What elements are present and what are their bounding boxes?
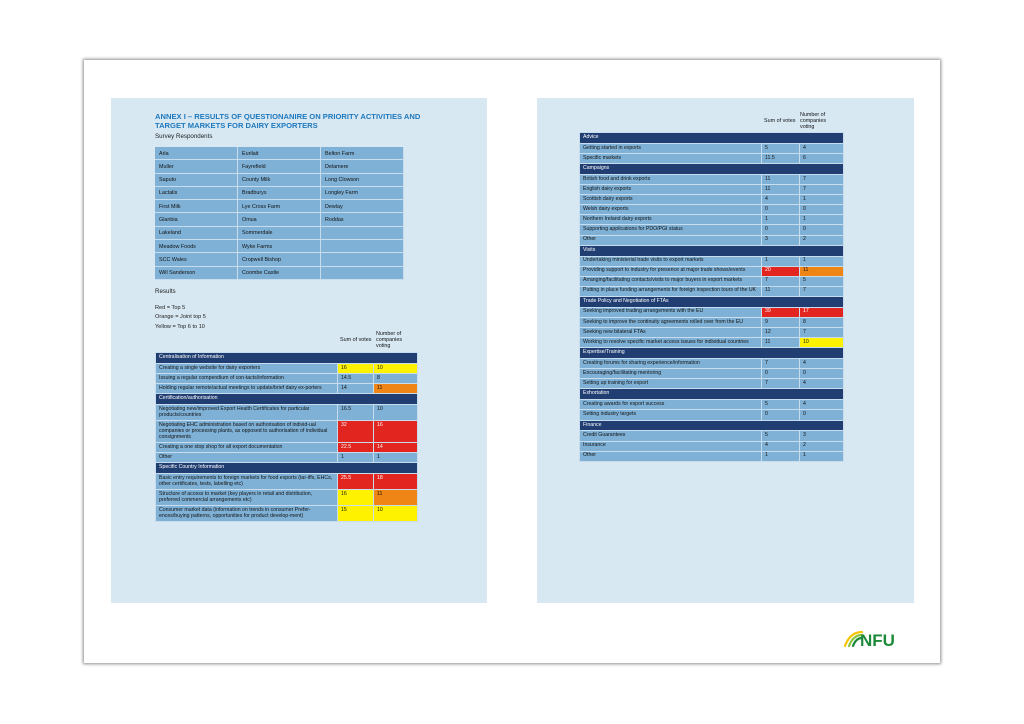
sum-of-votes: 0 bbox=[762, 205, 800, 215]
activity-label: Other bbox=[580, 235, 762, 245]
respondent-cell bbox=[321, 227, 404, 240]
nfu-logo bbox=[842, 624, 912, 652]
companies-voting: 10 bbox=[374, 506, 418, 522]
activity-label: Setting industry targets bbox=[580, 410, 762, 420]
table-row bbox=[156, 363, 418, 373]
section-title: Certification/authorisation bbox=[156, 394, 418, 405]
respondent-cell: Saputo bbox=[155, 174, 238, 187]
table-row bbox=[580, 215, 844, 225]
sum-of-votes: 1 bbox=[762, 451, 800, 461]
activity-label: Getting started in exports bbox=[580, 143, 762, 153]
table-row bbox=[156, 384, 418, 394]
table-row bbox=[156, 374, 418, 384]
companies-voting: 1 bbox=[800, 215, 844, 225]
section-title: Finance bbox=[580, 420, 844, 431]
table-row bbox=[580, 400, 844, 410]
activity-label: Consumer market data (information on trends in consumer Prefer-ences/buying patterns, opportunities for product develop-ment) bbox=[156, 506, 338, 522]
activity-label: Other bbox=[156, 453, 338, 463]
companies-voting: 0 bbox=[800, 205, 844, 215]
respondent-cell: Cropwell Bishop bbox=[238, 253, 321, 266]
companies-voting: 18 bbox=[374, 474, 418, 490]
sum-of-votes: 0 bbox=[762, 225, 800, 235]
section-title: Trade Policy and Negotiation of FTAs bbox=[580, 296, 844, 307]
table-row bbox=[580, 143, 844, 153]
companies-voting: 5 bbox=[800, 276, 844, 286]
respondents-heading: Survey Respondents bbox=[155, 133, 213, 140]
right-votes-table bbox=[579, 132, 844, 462]
sum-of-votes: 1 bbox=[762, 256, 800, 266]
section-title: Advice bbox=[580, 133, 844, 144]
section-title: Expertise/Training bbox=[580, 348, 844, 359]
activity-label: Undertaking ministerial trade visits to export markets bbox=[580, 256, 762, 266]
section-header-row bbox=[580, 133, 844, 144]
section-title: Specific Country Information bbox=[156, 463, 418, 474]
section-header-row bbox=[580, 164, 844, 175]
sum-of-votes: 3 bbox=[762, 235, 800, 245]
respondents-grid bbox=[155, 147, 404, 280]
legend-yellow: Yellow = Top 6 to 10 bbox=[155, 323, 205, 330]
page-title: ANNEX I – RESULTS OF QUESTIONANIRE ON PRIORITY ACTIVITIES AND TARGET MARKETS FOR DAIRY EXPORTERS bbox=[155, 112, 421, 130]
respondent-cell: First Milk bbox=[155, 200, 238, 213]
companies-voting: 8 bbox=[374, 374, 418, 384]
respondent-cell: SCC Wales bbox=[155, 253, 238, 266]
sum-of-votes: 25.5 bbox=[338, 474, 374, 490]
activity-label: Creating a one stop shop for all export documentation bbox=[156, 443, 338, 453]
activity-label: Credit Guarantees bbox=[580, 431, 762, 441]
respondent-cell: Will Sanderson bbox=[155, 267, 238, 280]
activity-label: Working to resolve specific market access issues for individual countries bbox=[580, 338, 762, 348]
sum-of-votes: 0 bbox=[762, 369, 800, 379]
sum-of-votes: 9 bbox=[762, 317, 800, 327]
sum-of-votes: 5 bbox=[762, 431, 800, 441]
respondent-cell: Dewlay bbox=[321, 200, 404, 213]
respondent-cell: Long Clowson bbox=[321, 174, 404, 187]
respondent-cell: Meadow Foods bbox=[155, 240, 238, 253]
companies-voting: 0 bbox=[800, 225, 844, 235]
activity-label: Seeking new bilateral FTAs bbox=[580, 328, 762, 338]
table-row bbox=[580, 154, 844, 164]
respondent-cell: Bradburys bbox=[238, 187, 321, 200]
sum-of-votes: 11.5 bbox=[762, 154, 800, 164]
activity-label: Holding regular remote/actual meetings to update/brief dairy ex-porters bbox=[156, 384, 338, 394]
companies-voting: 16 bbox=[374, 421, 418, 443]
companies-voting: 11 bbox=[374, 490, 418, 506]
table-row bbox=[580, 379, 844, 389]
table-row bbox=[156, 474, 418, 490]
left-votes-table bbox=[155, 352, 418, 522]
activity-label: Seeking to improve the continuity agreements rolled over from the EU bbox=[580, 317, 762, 327]
section-header-row bbox=[580, 389, 844, 400]
activity-label: Providing support to industry for presence at major trade shows/events bbox=[580, 266, 762, 276]
sum-of-votes: 11 bbox=[762, 286, 800, 296]
respondent-cell bbox=[321, 240, 404, 253]
section-header-row bbox=[580, 296, 844, 307]
sum-of-votes: 15 bbox=[338, 506, 374, 522]
table-row bbox=[156, 490, 418, 506]
table-row bbox=[580, 328, 844, 338]
companies-voting: 6 bbox=[800, 154, 844, 164]
sum-of-votes: 5 bbox=[762, 143, 800, 153]
companies-voting: 1 bbox=[800, 195, 844, 205]
table-row bbox=[580, 276, 844, 286]
respondent-cell bbox=[321, 253, 404, 266]
sum-of-votes: 39 bbox=[762, 307, 800, 317]
respondent-cell: Omua bbox=[238, 213, 321, 226]
companies-voting: 1 bbox=[800, 256, 844, 266]
respondent-cell: Lakeland bbox=[155, 227, 238, 240]
table-row bbox=[580, 175, 844, 185]
respondent-cell bbox=[321, 267, 404, 280]
section-title: Exhortation bbox=[580, 389, 844, 400]
respondent-cell: Delamere bbox=[321, 160, 404, 173]
table-row bbox=[156, 453, 418, 463]
activity-label: Arranging/facilitating contacts/visits to major buyers in export markets bbox=[580, 276, 762, 286]
companies-voting: 17 bbox=[800, 307, 844, 317]
activity-label: Negotiating new/improved Export Health Certificates for particular products/countries bbox=[156, 405, 338, 421]
table-row bbox=[580, 359, 844, 369]
respondent-cell: Fayrefield bbox=[238, 160, 321, 173]
activity-label: Putting in place funding arrangements for foreign inspection tours of the UK bbox=[580, 286, 762, 296]
left-page bbox=[111, 98, 487, 603]
sum-of-votes: 4 bbox=[762, 195, 800, 205]
companies-voting: 10 bbox=[374, 363, 418, 373]
sum-of-votes: 22.5 bbox=[338, 443, 374, 453]
activity-label: Structure of access to market (key players in retail and distribution, preferred commercial arrangements etc) bbox=[156, 490, 338, 506]
table-row bbox=[580, 256, 844, 266]
companies-voting: 7 bbox=[800, 185, 844, 195]
companies-voting: 4 bbox=[800, 400, 844, 410]
sum-of-votes: 20 bbox=[762, 266, 800, 276]
sum-of-votes: 16 bbox=[338, 490, 374, 506]
document-spread bbox=[84, 60, 940, 663]
table-row bbox=[156, 405, 418, 421]
activity-label: Setting up training for export bbox=[580, 379, 762, 389]
companies-voting: 0 bbox=[800, 369, 844, 379]
activity-label: Encouraging/facilitating mentoring bbox=[580, 369, 762, 379]
sum-of-votes: 7 bbox=[762, 276, 800, 286]
table-row bbox=[580, 317, 844, 327]
section-header-row bbox=[156, 394, 418, 405]
table-row bbox=[580, 205, 844, 215]
companies-voting: 10 bbox=[374, 405, 418, 421]
table-row bbox=[580, 369, 844, 379]
respondent-cell: Sommerdale bbox=[238, 227, 321, 240]
table-row bbox=[580, 225, 844, 235]
right-page bbox=[537, 98, 914, 603]
table-row bbox=[156, 443, 418, 453]
column-header-sum: Sum of votes bbox=[764, 118, 796, 124]
results-legend bbox=[155, 304, 206, 332]
companies-voting: 14 bbox=[374, 443, 418, 453]
sum-of-votes: 11 bbox=[762, 185, 800, 195]
activity-label: Issuing a regular compendium of con-tacts/information bbox=[156, 374, 338, 384]
sum-of-votes: 7 bbox=[762, 359, 800, 369]
companies-voting: 8 bbox=[800, 317, 844, 327]
table-row bbox=[156, 421, 418, 443]
companies-voting: 4 bbox=[800, 143, 844, 153]
sum-of-votes: 1 bbox=[762, 215, 800, 225]
companies-voting: 3 bbox=[800, 431, 844, 441]
table-row bbox=[580, 266, 844, 276]
sum-of-votes: 16 bbox=[338, 363, 374, 373]
section-header-row bbox=[156, 353, 418, 364]
activity-label: Other bbox=[580, 451, 762, 461]
section-title: Campaigns bbox=[580, 164, 844, 175]
results-heading: Results bbox=[155, 288, 176, 295]
table-row bbox=[580, 451, 844, 461]
activity-label: Northern Ireland dairy exports bbox=[580, 215, 762, 225]
sum-of-votes: 16.5 bbox=[338, 405, 374, 421]
respondent-cell: Lye Cross Farm bbox=[238, 200, 321, 213]
section-title: Centralisation of Information bbox=[156, 353, 418, 364]
respondent-cell: Muller bbox=[155, 160, 238, 173]
respondent-cell: Longley Farm bbox=[321, 187, 404, 200]
sum-of-votes: 5 bbox=[762, 400, 800, 410]
companies-voting: 2 bbox=[800, 235, 844, 245]
activity-label: Insurance bbox=[580, 441, 762, 451]
companies-voting: 11 bbox=[374, 384, 418, 394]
activity-label: Creating a single website for dairy exporters bbox=[156, 363, 338, 373]
sum-of-votes: 32 bbox=[338, 421, 374, 443]
table-row bbox=[580, 286, 844, 296]
companies-voting: 4 bbox=[800, 379, 844, 389]
companies-voting: 1 bbox=[374, 453, 418, 463]
activity-label: Negotiating EHC administration based on authorisation of individ-ual companies or processing plants, as opposed to authorisation of individual consignments bbox=[156, 421, 338, 443]
sum-of-votes: 0 bbox=[762, 410, 800, 420]
section-header-row bbox=[156, 463, 418, 474]
table-row bbox=[580, 338, 844, 348]
respondent-cell: Glanbia bbox=[155, 213, 238, 226]
activity-label: English dairy exports bbox=[580, 185, 762, 195]
sum-of-votes: 7 bbox=[762, 379, 800, 389]
column-header-sum: Sum of votes bbox=[340, 337, 372, 343]
respondent-cell: Roddas bbox=[321, 213, 404, 226]
sum-of-votes: 14 bbox=[338, 384, 374, 394]
activity-label: Creating forums for sharing experience/information bbox=[580, 359, 762, 369]
table-row bbox=[580, 185, 844, 195]
legend-orange: Orange = Joint top 5 bbox=[155, 314, 206, 321]
sum-of-votes: 11 bbox=[762, 175, 800, 185]
respondent-cell: Eurilait bbox=[238, 147, 321, 160]
section-header-row bbox=[580, 245, 844, 256]
sum-of-votes: 11 bbox=[762, 338, 800, 348]
table-row bbox=[580, 441, 844, 451]
activity-label: British food and drink exports bbox=[580, 175, 762, 185]
respondent-cell: Arla bbox=[155, 147, 238, 160]
companies-voting: 7 bbox=[800, 328, 844, 338]
respondent-cell: Lactalis bbox=[155, 187, 238, 200]
section-header-row bbox=[580, 420, 844, 431]
table-row bbox=[580, 307, 844, 317]
sum-of-votes: 4 bbox=[762, 441, 800, 451]
table-row bbox=[580, 195, 844, 205]
table-row bbox=[580, 235, 844, 245]
activity-label: Seeking improved trading arrangements with the EU bbox=[580, 307, 762, 317]
section-title: Visits bbox=[580, 245, 844, 256]
companies-voting: 10 bbox=[800, 338, 844, 348]
respondent-cell: Wyke Farms bbox=[238, 240, 321, 253]
companies-voting: 7 bbox=[800, 175, 844, 185]
companies-voting: 0 bbox=[800, 410, 844, 420]
nfu-logo-text: NFU bbox=[860, 631, 895, 650]
column-header-companies: Number of companies voting bbox=[800, 112, 827, 131]
activity-label: Basic entry requirements to foreign markets for food exports (tar-iffs, EHCs, other certificates, tests, labelling etc) bbox=[156, 474, 338, 490]
companies-voting: 11 bbox=[800, 266, 844, 276]
column-header-companies: Number of companies voting bbox=[376, 331, 403, 350]
companies-voting: 1 bbox=[800, 451, 844, 461]
table-row bbox=[580, 410, 844, 420]
sum-of-votes: 1 bbox=[338, 453, 374, 463]
companies-voting: 4 bbox=[800, 359, 844, 369]
sum-of-votes: 12 bbox=[762, 328, 800, 338]
activity-label: Supporting applications for PDO/PGI status bbox=[580, 225, 762, 235]
activity-label: Creating awards for export success bbox=[580, 400, 762, 410]
companies-voting: 2 bbox=[800, 441, 844, 451]
sum-of-votes: 14.5 bbox=[338, 374, 374, 384]
respondent-cell: Belton Farm bbox=[321, 147, 404, 160]
table-row bbox=[580, 431, 844, 441]
respondent-cell: County Milk bbox=[238, 174, 321, 187]
activity-label: Scottish dairy exports bbox=[580, 195, 762, 205]
companies-voting: 7 bbox=[800, 286, 844, 296]
activity-label: Welsh dairy exports bbox=[580, 205, 762, 215]
section-header-row bbox=[580, 348, 844, 359]
table-row bbox=[156, 506, 418, 522]
legend-red: Red = Top 5 bbox=[155, 305, 186, 311]
respondent-cell: Coombe Castle bbox=[238, 267, 321, 280]
activity-label: Specific markets bbox=[580, 154, 762, 164]
